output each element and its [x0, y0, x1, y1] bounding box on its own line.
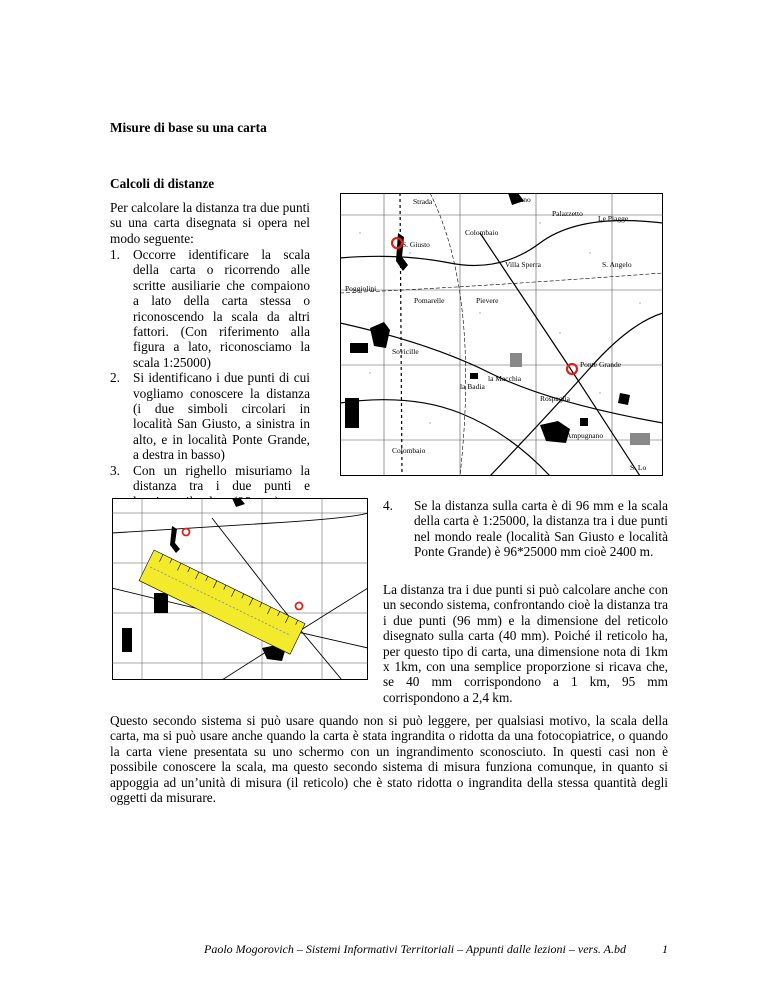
- map-label: Toiano: [510, 195, 531, 204]
- map-label: Ponte Grande: [580, 360, 622, 369]
- map-label: Colombaio: [392, 446, 426, 455]
- map-label: Rospaglia: [540, 394, 570, 403]
- map-label: Villa Sperra: [505, 260, 541, 269]
- method2-paragraph: La distanza tra i due punti si può calcolare anche con un secondo sistema, confrontando cioè la distanza tra i due punti (96 mm) e la dimensione del reticolo disegnato sulla carta (40 mm). Poiché il reticolo ha, per questo tipo di carta, una dimensione nota di 1km x 1km, con una semplice proporzione si ricava che, se 40 mm corrispondono a 1 km, 95 mm corrispondono a 2,4 km.: [383, 582, 668, 705]
- map-label: S. Angelo: [602, 260, 632, 269]
- topographic-map: [340, 193, 663, 476]
- conclusion-paragraph: Questo secondo sistema si può usare quando non si può leggere, per qualsiasi motivo, la scala della carta, ma si può usare anche quando la carta è stata ingrandita o ridotta da una fotocopiatrice, o quando la carta viene presentata su uno schermo con un ingrandimento sconosciuto. In questi casi non è possibile conoscere la scala, ma questo secondo sistema di misura funziona comunque, in quanto si appoggia ad un’unità di misura (il reticolo) che è stato ridotta o ingrandita della stessa quantità degli oggetti da misurare.: [110, 713, 668, 806]
- steps-list: [110, 247, 310, 509]
- map-label: Pievere: [476, 296, 499, 305]
- step-item: [110, 370, 310, 462]
- step-number: 3.: [110, 462, 120, 478]
- step-text: Occorre identificare la scala della carta o ricorrendo alle scritte ausiliarie che compaiono a lato della carta stessa o riconoscendo la scala da altri fattori. (Con riferimento alla figura a lato, riconosciamo la scala 1:25000): [133, 247, 310, 370]
- intro-paragraph: Per calcolare la distanza tra due punti su una carta disegnata si opera nel modo seguente:: [110, 200, 310, 246]
- map-label: Strada: [413, 197, 433, 206]
- map-label: S. Lo: [630, 463, 647, 472]
- step-number: 1.: [110, 247, 120, 262]
- page-footer: [110, 942, 668, 957]
- section-title: Calcoli di distanze: [110, 176, 215, 191]
- map-label: Palazzetto: [552, 209, 583, 218]
- step-text: Se la distanza sulla carta è di 96 mm e la scala della carta è 1:25000, la distanza tra i due punti nel mondo reale (località San Giusto e località Ponte Grande) è 96*25000 mm cioè 2400 m.: [414, 498, 668, 560]
- map-label: Le Piagge: [598, 214, 629, 223]
- map-label: Poggiolini: [345, 284, 377, 293]
- map-label: la Macchia: [488, 374, 522, 383]
- map-label: Pomarelle: [414, 296, 445, 305]
- map-with-ruler: [112, 498, 368, 680]
- map-label: Sovicille: [392, 347, 419, 356]
- step-number: 2.: [110, 370, 120, 386]
- map-label: la Badia: [460, 382, 485, 391]
- map-label: S. Giusto: [402, 240, 430, 249]
- map-figure-scale: [340, 193, 663, 476]
- page-number: 1: [662, 942, 668, 956]
- step-text: Si identificano i due punti di cui vogliamo conoscere la distanza (i due simboli circolari in località San Giusto, a sinistra in alto, e in località Ponte Grande, a destra in basso): [133, 370, 310, 463]
- footer-text: Paolo Mogorovich – Sistemi Informativi Territoriali – Appunti dalle lezioni – vers. A.bd: [204, 942, 626, 956]
- map-label: Ampugnano: [566, 431, 604, 440]
- map-label: Colombaio: [465, 228, 499, 237]
- step-number: 4.: [383, 498, 393, 513]
- map-figure-ruler: [112, 498, 368, 680]
- page-title: Misure di base su una carta: [110, 120, 267, 135]
- step-text: Con un righello misuriamo la distanza tra i due punti e: [133, 462, 310, 494]
- step-item-4: [383, 498, 668, 560]
- step-item: [110, 247, 310, 370]
